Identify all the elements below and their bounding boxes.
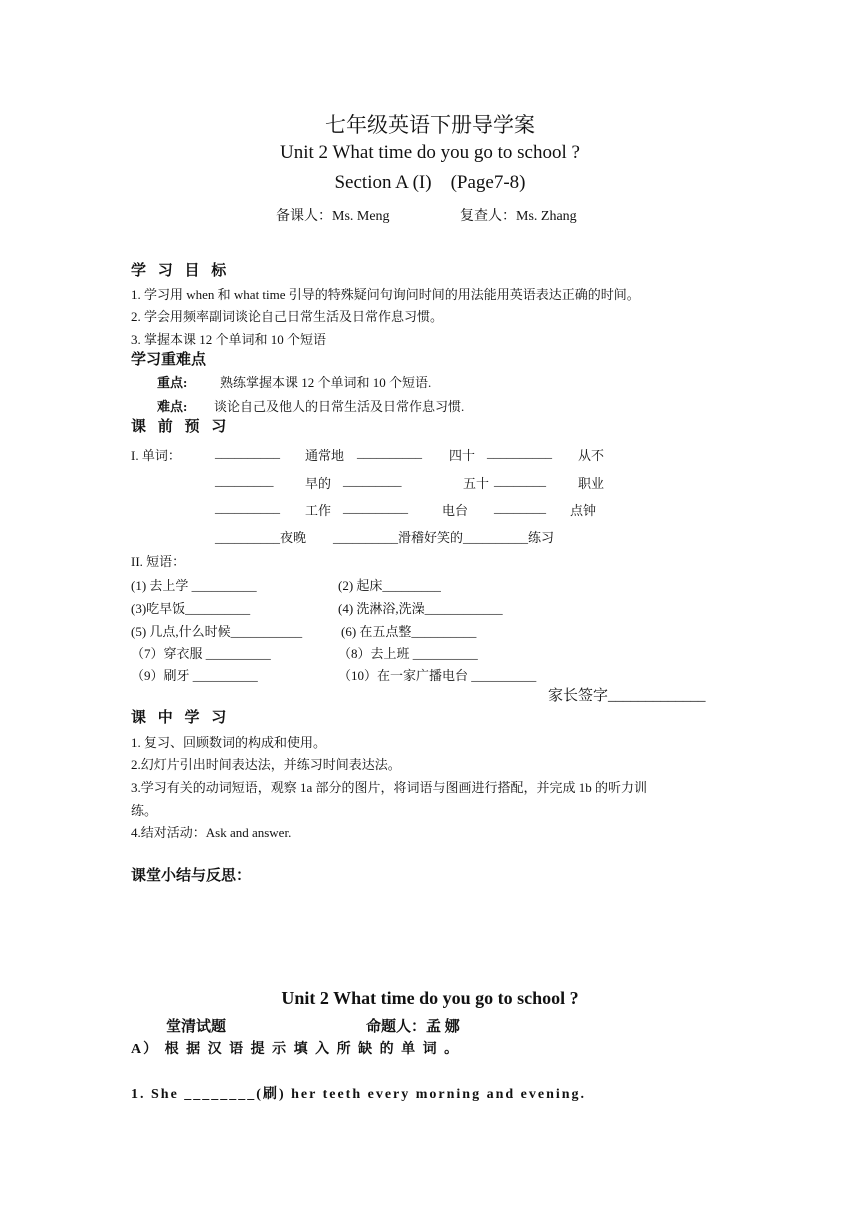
checker-label: 复查人：Ms. Zhang [460, 209, 577, 224]
word-cn: 早的 [305, 476, 332, 491]
focus-text: 熟练掌握本课 12 个单词和 10 个短语. [220, 375, 432, 390]
word-cn: 职业 [578, 476, 605, 491]
word-blank: __________ [215, 500, 280, 515]
difficulty-text: 谈论自己及他人的日常生活及日常作息习惯. [214, 399, 465, 414]
quiz-label: 堂清试题 [166, 1019, 227, 1035]
phrase-item: (1) 去上学 __________ [131, 578, 257, 593]
quiz-question-1: 1. She ________(刷) her teeth every morning and evening. [131, 1087, 587, 1102]
word-blank: ________ [494, 500, 546, 515]
section-title: Section A (I) (Page7-8) [334, 172, 526, 193]
word-blank: __________滑稽好笑的__________练习 [333, 530, 555, 545]
words-label: I. 单词： [131, 448, 181, 463]
phrase-item: （8）去上班 __________ [338, 646, 478, 661]
preparer-label: 备课人：Ms. Meng [276, 209, 390, 224]
phrase-item: (3)吃早饭__________ [131, 601, 251, 616]
phrase-item: （9）刷牙 __________ [131, 668, 258, 683]
word-blank: _________ [343, 473, 402, 488]
quiz-author: 命题人：孟 娜 [366, 1019, 460, 1035]
objective-item: 1. 学习用 when 和 what time 引导的特殊疑问句询问时间的用法能用英语表达正确的时间。 [131, 287, 640, 302]
in-class-item: 练。 [131, 803, 158, 818]
word-cn: 从不 [578, 448, 605, 463]
unit-title: Unit 2 What time do you go to school ? [280, 142, 580, 163]
preview-heading: 课 前 预 习 [131, 419, 231, 435]
word-blank: __________ [343, 500, 408, 515]
phrase-item: (2) 起床_________ [338, 578, 441, 593]
phrase-item: (4) 洗淋浴,洗澡____________ [338, 601, 503, 616]
difficulty-label: 难点: [157, 399, 188, 414]
word-blank: ________ [494, 473, 546, 488]
doc-title: 七年级英语下册导学案 [325, 113, 535, 137]
word-cn: 四十 [449, 448, 476, 463]
key-points-heading: 学习重难点 [131, 352, 207, 368]
in-class-item: 3.学习有关的动词短语，观察 1a 部分的图片，将词语与图画进行搭配，并完成 1b 的听力训 [131, 780, 648, 795]
objectives-heading: 学 习 目 标 [131, 263, 231, 279]
in-class-item: 2.幻灯片引出时间表达法，并练习时间表达法。 [131, 757, 401, 772]
summary-heading: 课堂小结与反思： [131, 868, 252, 884]
in-class-item: 4.结对活动：Ask and answer. [131, 825, 292, 840]
in-class-item: 1. 复习、回顾数词的构成和使用。 [131, 735, 327, 750]
phrases-label: II. 短语： [131, 554, 186, 569]
phrase-item: （7）穿衣服 __________ [131, 646, 271, 661]
word-cn: 五十 [463, 476, 490, 491]
word-cn: 通常地 [305, 448, 345, 463]
word-cn: 电台 [442, 503, 469, 518]
objective-item: 3. 掌握本课 12 个单词和 10 个短语 [131, 332, 327, 347]
word-blank: __________ [215, 445, 280, 460]
word-cn: 工作 [305, 503, 332, 518]
phrase-item: (5) 几点,什么时候___________ [131, 624, 303, 639]
focus-label: 重点: [157, 375, 188, 390]
quiz-title: Unit 2 What time do you go to school ? [281, 988, 579, 1008]
objective-item: 2. 学会用频率副词谈论自己日常生活及日常作息习惯。 [131, 309, 444, 324]
word-blank: __________夜晚 [215, 530, 307, 545]
phrase-item: （10）在一家广播电台 __________ [338, 668, 537, 683]
in-class-heading: 课 中 学 习 [131, 710, 231, 726]
parent-signature: 家长签字_____________ [548, 688, 706, 704]
phrase-item: (6) 在五点整__________ [341, 624, 477, 639]
word-blank: __________ [487, 445, 552, 460]
word-cn: 点钟 [570, 503, 597, 518]
quiz-part-a: A） 根 据 汉 语 提 示 填 入 所 缺 的 单 词 。 [131, 1042, 461, 1057]
word-blank: _________ [215, 473, 274, 488]
word-blank: __________ [357, 445, 422, 460]
